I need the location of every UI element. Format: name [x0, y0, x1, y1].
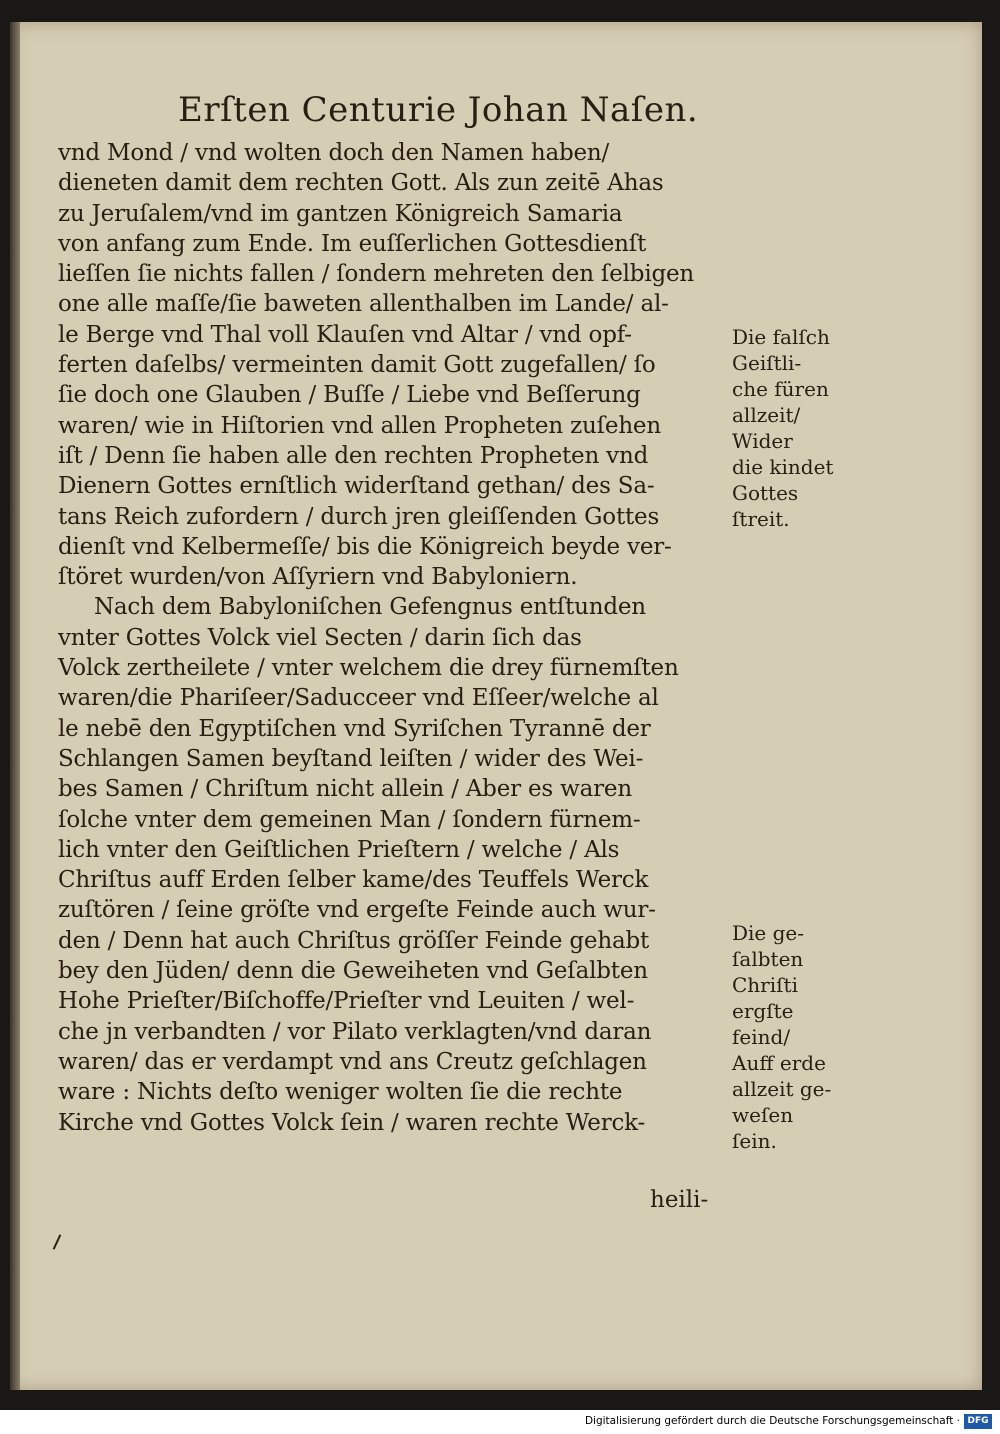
marginal-note-line: ſein. [732, 1129, 777, 1153]
text-line: ferten daſelbs/ vermeinten damit Gott zugefallen/ ſo [58, 352, 656, 379]
marginal-note-line: Wider [732, 429, 793, 453]
text-line: Volck zertheilete / vnter welchem die drey fürnemſten [58, 655, 679, 682]
text-line: waren/ wie in Hiſtorien vnd allen Propheten zuſehen [58, 412, 661, 439]
text-line: che jn verbandten / vor Pilato verklagten/vnd daran [58, 1018, 652, 1045]
catchword: heili- [650, 1187, 709, 1213]
marginal-note-line: weſen [732, 1103, 794, 1127]
text-line: one alle maſſe/ſie baweten allenthalben im Lande/ al- [58, 291, 669, 318]
text-line: waren/die Phariſeer/Saducceer vnd Eſſeer/welche al [58, 685, 659, 712]
text-line: bes Samen / Chriſtum nicht allein / Aber es waren [58, 776, 632, 803]
text-line: le nebē den Egyptiſchen vnd Syriſchen Tyrannē der [58, 715, 651, 742]
text-line: zu Jeruſalem/vnd im gantzen Königreich Samaria [58, 200, 623, 227]
text-line: ſolche vnter dem gemeinen Man / ſondern fürnem- [58, 806, 641, 833]
text-line: ware : Nichts deſto weniger wolten ſie die rechte [58, 1079, 623, 1106]
marginal-note-line: Die falſch [732, 325, 830, 349]
marginal-note-line: ſtreit. [732, 507, 790, 531]
dfg-logo: DFG [964, 1414, 992, 1429]
book-page [10, 22, 982, 1390]
text-line: Nach dem Babyloniſchen Gefengnus entſtunden [94, 594, 646, 621]
stray-ink-mark [53, 1234, 62, 1249]
marginal-note-line: allzeit/ [732, 403, 801, 427]
marginal-note-line: Auff erde [732, 1051, 826, 1075]
marginal-note-line: ergſte [732, 999, 794, 1023]
text-line: bey den Jüden/ denn die Geweiheten vnd Geſalbten [58, 958, 648, 985]
marginal-note-2 [732, 920, 831, 1154]
marginal-note-1 [732, 324, 833, 532]
body-text [58, 138, 738, 1138]
text-line: le Berge vnd Thal voll Klauſen vnd Altar / vnd opf- [58, 321, 632, 348]
text-line: ſtöret wurden/von Aſſyriern vnd Babyloniern. [58, 564, 578, 591]
text-line: iſt / Denn ſie haben alle den rechten Propheten vnd [58, 442, 649, 469]
text-line: Kirche vnd Gottes Volck ſein / waren rechte Werck- [58, 1109, 646, 1136]
text-line: Schlangen Samen beyſtand leiſten / wider des Wei- [58, 745, 644, 772]
text-line: zuſtören / ſeine gröſte vnd ergeſte Feinde auch wur- [58, 897, 656, 924]
funding-credit: Digitalisierung gefördert durch die Deutsche Forschungsgemeinschaft · [584, 1415, 960, 1427]
text-line: waren/ das er verdampt vnd ans Creutz geſchlagen [58, 1048, 647, 1075]
marginal-note-line: die kindet [732, 455, 834, 479]
text-line: den / Denn hat auch Chriſtus gröſſer Feinde gehabt [58, 927, 650, 954]
text-line: dienſt vnd Kelbermeſſe/ bis die Königreich beyde ver- [58, 533, 672, 560]
text-line: von anfang zum Ende. Im euſſerlichen Gottesdienſt [58, 230, 647, 257]
text-line: Hohe Prieſter/Biſchoffe/Prieſter vnd Leuiten / wel- [58, 988, 635, 1015]
text-line: lieſſen ſie nichts fallen / ſondern mehreten den ſelbigen [58, 261, 695, 288]
marginal-note-line: Gottes [732, 481, 799, 505]
marginal-note-line: ſalbten [732, 947, 804, 971]
page-gutter-shadow [10, 22, 20, 1390]
text-line: Chriſtus auff Erden ſelber kame/des Teuffels Werck [58, 867, 649, 894]
text-line: ſie doch one Glauben / Buſſe / Liebe vnd Beſſerung [58, 382, 641, 409]
running-head: Erſten Centurie Johan Naſen. [178, 90, 699, 130]
marginal-note-line: Die ge- [732, 921, 805, 945]
text-line: dieneten damit dem rechten Gott. Als zun zeitē Ahas [58, 170, 664, 197]
marginal-note-line: Geiſtli- [732, 351, 802, 375]
marginal-note-line: che füren [732, 377, 829, 401]
text-line: tans Reich zufordern / durch jren gleiſſenden Gottes [58, 503, 660, 530]
text-line: lich vnter den Geiſtlichen Prieſtern / welche / Als [58, 836, 620, 863]
marginal-note-line: allzeit ge- [732, 1077, 832, 1101]
digitization-footer [0, 1410, 1000, 1434]
marginal-note-line: feind/ [732, 1025, 791, 1049]
marginal-note-line: Chriſti [732, 973, 798, 997]
text-line: vnd Mond / vnd wolten doch den Namen haben/ [58, 140, 610, 166]
text-line: Dienern Gottes ernſtlich widerſtand gethan/ des Sa- [58, 473, 655, 500]
text-line: vnter Gottes Volck viel Secten / darin ſich das [58, 624, 582, 651]
